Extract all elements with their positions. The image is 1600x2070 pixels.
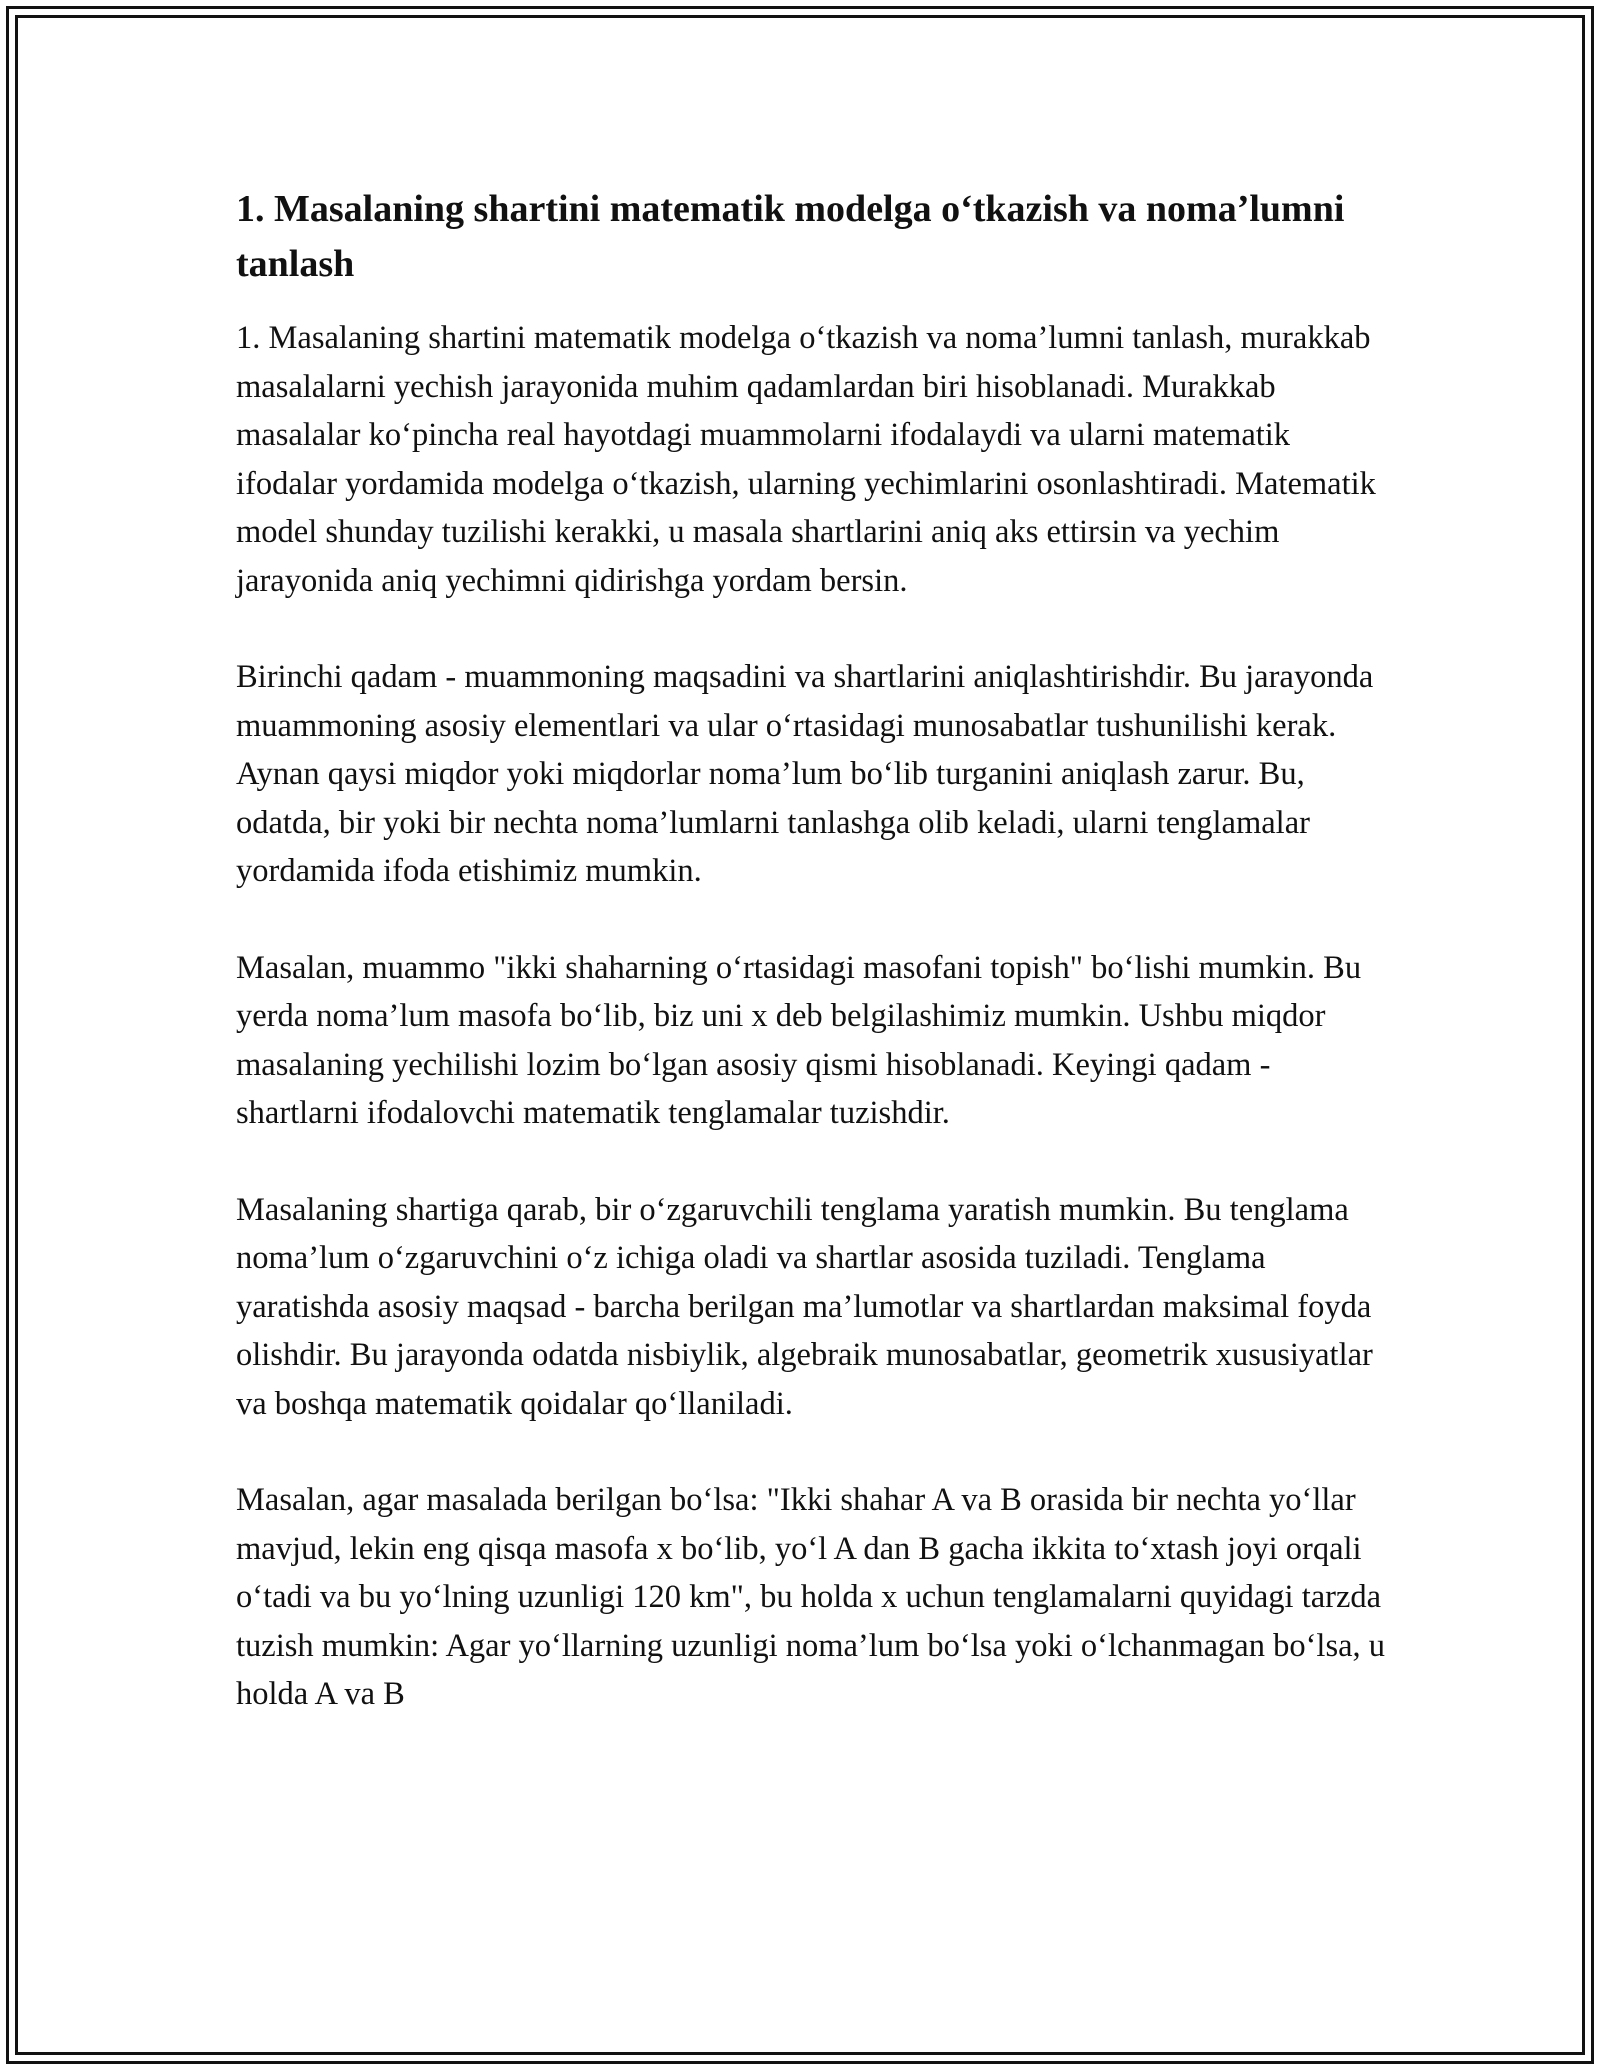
paragraph-example-roads: Masalan, agar masalada berilgan bo‘lsa: "Ikki shahar A va B orasida bir nechta yo‘llar mavjud, lekin eng qisqa masofa x bo‘lib, yo‘l A dan B gacha ikkita to‘xtash joyi orqali o‘tadi va bu yo‘lning uzunligi 120 km", bu holda x uchun tenglamalarni quyidagi tarzda tuzish mumkin: Agar yo‘llarning uzunligi noma’lum bo‘lsa yoki o‘lchanmagan bo‘lsa, u holda A va B xyxy=(236,1482,1386,1712)
paragraph-intro: 1. Masalaning shartini matematik modelga o‘tkazish va noma’lumni tanlash, murakkab masalalarni yechish jarayonida muhim qadamlardan biri hisoblanadi. Murakkab masalalar ko‘pincha real hayotdagi muammolarni ifodalaydi va ularni matematik ifodalar yordamida modelga o‘tkazish, ularning yechimlarini osonlashtiradi. Matematik model shunday tuzilishi kerakki, u masala shartlarini aniq aks ettirsin va yechim jarayonida aniq yechimni qidirishga yordam bersin. xyxy=(236,320,1376,599)
document-body xyxy=(236,182,1386,1767)
section-heading: 1. Masalaning shartini matematik modelga o‘tkazish va noma’lumni tanlash xyxy=(236,188,1345,285)
paragraph-example-distance: Masalan, muammo "ikki shaharning o‘rtasidagi masofani topish" bo‘lishi mumkin. Bu yerda noma’lum masofa bo‘lib, biz uni x deb belgilashimiz mumkin. Ushbu miqdor masalaning yechilishi lozim bo‘lgan asosiy qismi hisoblanadi. Keyingi qadam - shartlarni ifodalovchi matematik tenglamalar tuzishdir. xyxy=(236,949,1362,1131)
paragraph-first-step: Birinchi qadam - muammoning maqsadini va shartlarini aniqlashtirishdir. Bu jarayonda muammoning asosiy elementlari va ular o‘rtasidagi munosabatlar tushunilishi kerak. Aynan qaysi miqdor yoki miqdorlar noma’lum bo‘lib turganini aniqlash zarur. Bu, odatda, bir yoki bir nechta noma’lumlarni tanlashga olib keladi, ularni tenglamalar yordamida ifoda etishimiz mumkin. xyxy=(236,659,1374,889)
paragraph-equation: Masalaning shartiga qarab, bir o‘zgaruvchili tenglama yaratish mumkin. Bu tenglama noma’lum o‘zgaruvchini o‘z ichiga oladi va shartlar asosida tuziladi. Tenglama yaratishda asosiy maqsad - barcha berilgan ma’lumotlar va shartlardan maksimal foyda olishdir. Bu jarayonda odatda nisbiylik, algebraik munosabatlar, geometrik xususiyatlar va boshqa matematik qoidalar qo‘llaniladi. xyxy=(236,1191,1373,1422)
